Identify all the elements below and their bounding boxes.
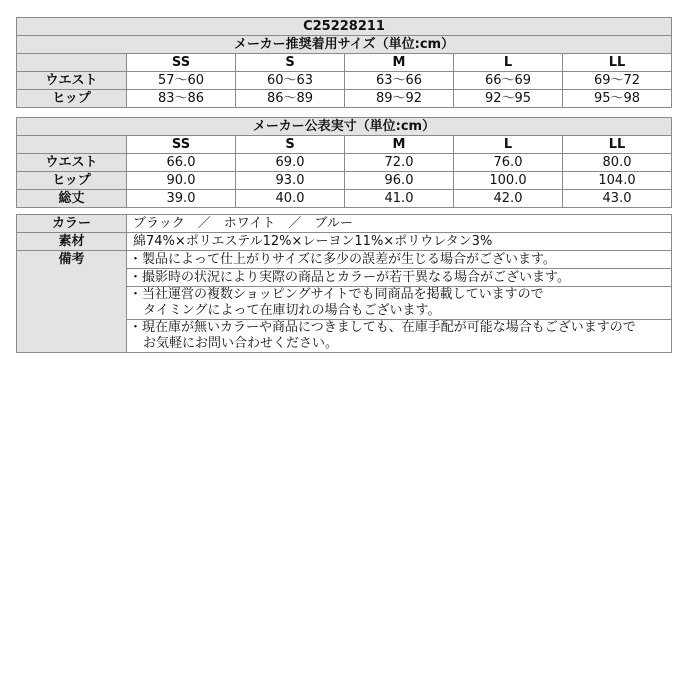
table-cell: 100.0: [454, 172, 563, 190]
table-cell: 40.0: [236, 190, 345, 208]
note-text: ・撮影時の状況により実際の商品とカラーが若干異なる場合がございます。: [129, 269, 570, 285]
table-cell: 60～63: [236, 72, 345, 90]
size-header: S: [236, 136, 345, 154]
table-cell: 66.0: [127, 154, 236, 172]
table-cell: 89～92: [345, 90, 454, 108]
recommended-size-table: [16, 17, 672, 108]
size-header: L: [454, 136, 563, 154]
table-cell: 63～66: [345, 72, 454, 90]
material-label: 素材: [17, 233, 127, 251]
notes-label: 備考: [17, 251, 127, 353]
note-text: ・現在庫が無いカラーや商品につきましても、在庫手配が可能な場合もございますので: [129, 320, 636, 335]
table-cell: 69～72: [563, 72, 672, 90]
product-code: C25228211: [17, 18, 672, 36]
actual-measurement-title: メーカー公表実寸（単位:cm）: [17, 118, 672, 136]
table-cell: 95～98: [563, 90, 672, 108]
color-row: [17, 215, 672, 233]
table-row: [17, 72, 672, 90]
color-value: ブラック ／ ホワイト ／ ブルー: [127, 215, 672, 233]
corner-cell: [17, 54, 127, 72]
row-label: 総丈: [17, 190, 127, 208]
table-row: [17, 172, 672, 190]
table-row: [17, 190, 672, 208]
actual-measurement-table: [16, 117, 672, 208]
material-row: [17, 233, 672, 251]
table-cell: 76.0: [454, 154, 563, 172]
row-label: ヒップ: [17, 172, 127, 190]
material-value: 綿74%×ポリエステル12%×レーヨン11%×ポリウレタン3%: [127, 233, 672, 251]
table-cell: 93.0: [236, 172, 345, 190]
table-cell: 86～89: [236, 90, 345, 108]
size-header: L: [454, 54, 563, 72]
table-cell: 66～69: [454, 72, 563, 90]
note-item: [127, 287, 672, 320]
corner-cell: [17, 136, 127, 154]
row-label: ヒップ: [17, 90, 127, 108]
table-row: [17, 90, 672, 108]
row-label: ウエスト: [17, 72, 127, 90]
size-header: SS: [127, 54, 236, 72]
table-cell: 72.0: [345, 154, 454, 172]
size-header: M: [345, 136, 454, 154]
notes-row: [17, 251, 672, 269]
table-cell: 39.0: [127, 190, 236, 208]
note-text: ・製品によって仕上がりサイズに多少の誤差が生じる場合がございます。: [129, 251, 556, 267]
color-label: カラー: [17, 215, 127, 233]
table-cell: 90.0: [127, 172, 236, 190]
table-cell: 96.0: [345, 172, 454, 190]
note-text: ・当社運営の複数ショッピングサイトでも同商品を掲載していますので: [129, 287, 544, 302]
table-cell: 92～95: [454, 90, 563, 108]
size-header: M: [345, 54, 454, 72]
size-header: S: [236, 54, 345, 72]
size-header: LL: [563, 54, 672, 72]
note-text: お気軽にお問い合わせください。: [143, 336, 339, 351]
note-item: [127, 320, 672, 353]
note-item: [127, 251, 672, 269]
table-cell: 83～86: [127, 90, 236, 108]
size-header: SS: [127, 136, 236, 154]
size-header: LL: [563, 136, 672, 154]
product-info-table: [16, 214, 672, 353]
note-text: タイミングによって在庫切れの場合もございます。: [143, 303, 441, 318]
table-cell: 80.0: [563, 154, 672, 172]
table-cell: 43.0: [563, 190, 672, 208]
table-cell: 104.0: [563, 172, 672, 190]
table-cell: 41.0: [345, 190, 454, 208]
size-header-row: [17, 136, 672, 154]
table-cell: 42.0: [454, 190, 563, 208]
table-row: [17, 154, 672, 172]
table-cell: 57～60: [127, 72, 236, 90]
note-item: [127, 269, 672, 287]
row-label: ウエスト: [17, 154, 127, 172]
size-header-row: [17, 54, 672, 72]
recommended-size-title: メーカー推奨着用サイズ（単位:cm）: [17, 36, 672, 54]
table-cell: 69.0: [236, 154, 345, 172]
